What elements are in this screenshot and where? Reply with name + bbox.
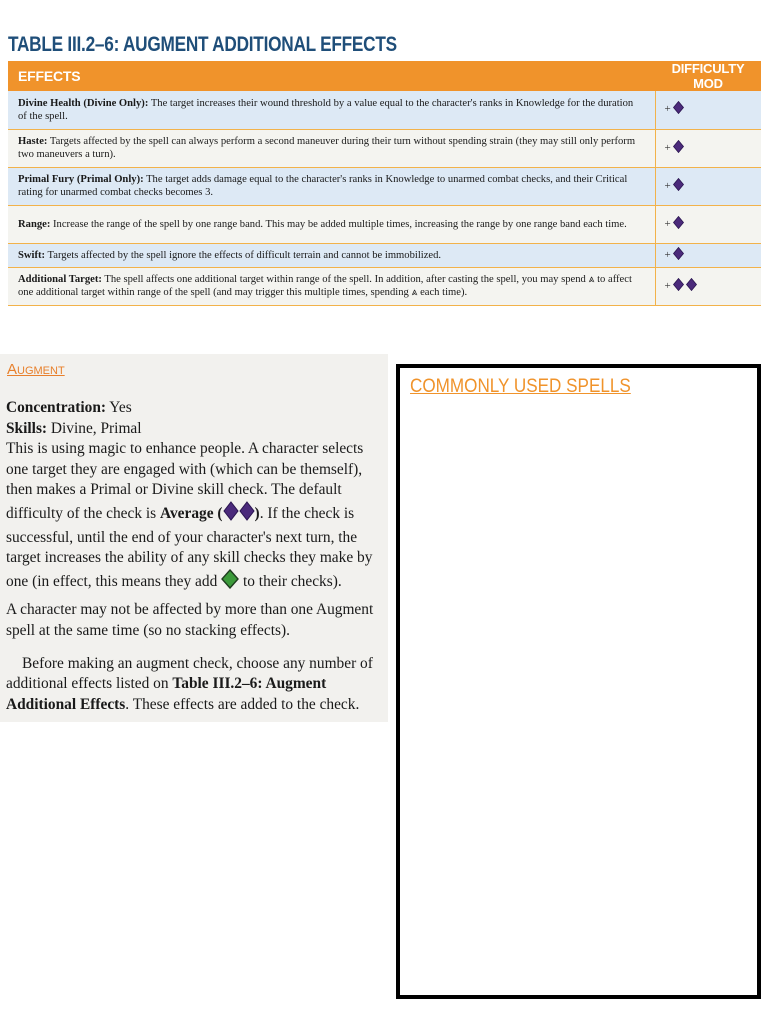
effects-column-header: EFFECTS <box>8 61 655 91</box>
effect-name: Swift: <box>18 249 46 261</box>
commonly-used-spells-title: COMMONLY USED SPELLS <box>410 376 631 397</box>
augment-heading: Augment <box>7 361 65 378</box>
purple-diamond-icon <box>673 216 684 233</box>
difficulty-mod-cell <box>655 205 761 243</box>
effect-cell <box>8 129 655 167</box>
table-title: TABLE III.2–6: AUGMENT ADDITIONAL EFFECTS <box>8 33 397 56</box>
table-row <box>8 205 761 243</box>
augment-effects-table <box>8 61 761 306</box>
purple-diamond-icon <box>673 278 684 295</box>
purple-diamond-icon <box>673 101 684 118</box>
effect-cell <box>8 167 655 205</box>
commonly-used-spells-box <box>396 364 761 999</box>
skills-line <box>6 419 384 440</box>
augment-paragraph-2: A character may not be affected by more than one Augment spell at the same time (so no stacking effects). <box>6 601 374 639</box>
effect-description: Targets affected by the spell ignore the effects of difficult terrain and cannot be immobilized. <box>45 249 442 261</box>
table-row <box>8 267 761 305</box>
skills-value: Divine, Primal <box>47 419 142 437</box>
augment-paragraph-1: This is using magic to enhance people. A character selects one target they are engaged with (which can be themself), then makes a Primal or Divine skill check. The default difficulty of the check is Average ( ). If the check is successful, until the end of your character's next turn, the target increases the ability of any skill checks they make by one (in effect, this means they add to their checks). <box>6 439 384 595</box>
purple-diamond-icon <box>686 278 697 295</box>
effect-description: The target increases their wound threshold by a value equal to the character's ranks in Knowledge for the duration of the spell. <box>18 97 634 122</box>
purple-diamond-icon <box>239 501 255 528</box>
effect-name: Additional Target: <box>18 274 102 285</box>
table-row <box>8 243 761 267</box>
skills-label: Skills: <box>6 419 48 437</box>
plus-sign: + <box>664 179 671 192</box>
plus-sign: + <box>664 103 671 116</box>
effect-name: Range: <box>18 218 51 230</box>
effect-cell <box>8 91 655 129</box>
green-diamond-icon <box>221 569 239 596</box>
difficulty-mod-cell <box>655 167 761 205</box>
purple-diamond-icon <box>673 140 684 157</box>
plus-sign: + <box>664 279 671 292</box>
difficulty-mod-cell <box>655 267 761 305</box>
concentration-line <box>6 398 384 419</box>
purple-diamond-icon <box>673 247 684 264</box>
augment-description <box>6 398 384 715</box>
effect-description: The target adds damage equal to the character's ranks in Knowledge to unarmed combat checks, and their Critical rating for unarmed combat checks becomes 3. <box>18 174 628 198</box>
purple-diamond-icon <box>673 178 684 195</box>
plus-sign: + <box>664 217 671 230</box>
table-row <box>8 91 761 129</box>
augment-paragraph-3: Before making an augment check, choose any number of additional effects listed on Table III.2–6: Augment Additional Effects. These effects are added to the check. <box>6 654 373 713</box>
effect-name: Primal Fury (Primal Only): <box>18 174 144 185</box>
difficulty-mod-column-header: DIFFICULTY MOD <box>655 61 761 91</box>
concentration-value: Yes <box>106 399 132 416</box>
plus-sign: + <box>664 248 671 261</box>
effect-description: Increase the range of the spell by one range band. This may be added multiple times, increasing the range by one range band each time. <box>50 218 627 230</box>
table-row <box>8 129 761 167</box>
purple-diamond-icon <box>223 501 239 528</box>
table-header-row <box>8 61 761 91</box>
effect-name: Divine Health (Divine Only): <box>18 97 149 109</box>
effect-description: The spell affects one additional target within range of the spell. In addition, after casting the spell, you may spend ⩓ to affect one additional target within range of the spell (and may trigger this multiple times, spending ⩓ each time). <box>18 274 632 298</box>
effect-name: Haste: <box>18 136 48 147</box>
average-difficulty: Average ( ) <box>160 505 260 522</box>
effect-description: Targets affected by the spell can always perform a second maneuver during their turn without spending strain (they may still only perform two maneuvers a turn). <box>18 136 636 160</box>
effect-cell <box>8 205 655 243</box>
table-row <box>8 167 761 205</box>
plus-sign: + <box>664 141 671 154</box>
effect-cell <box>8 243 655 267</box>
difficulty-mod-cell <box>655 129 761 167</box>
table-reference: Table III.2–6: Augment Additional Effects <box>6 675 327 713</box>
concentration-label: Concentration: <box>6 399 107 416</box>
difficulty-mod-cell <box>655 243 761 267</box>
difficulty-mod-cell <box>655 91 761 129</box>
effect-cell <box>8 267 655 305</box>
